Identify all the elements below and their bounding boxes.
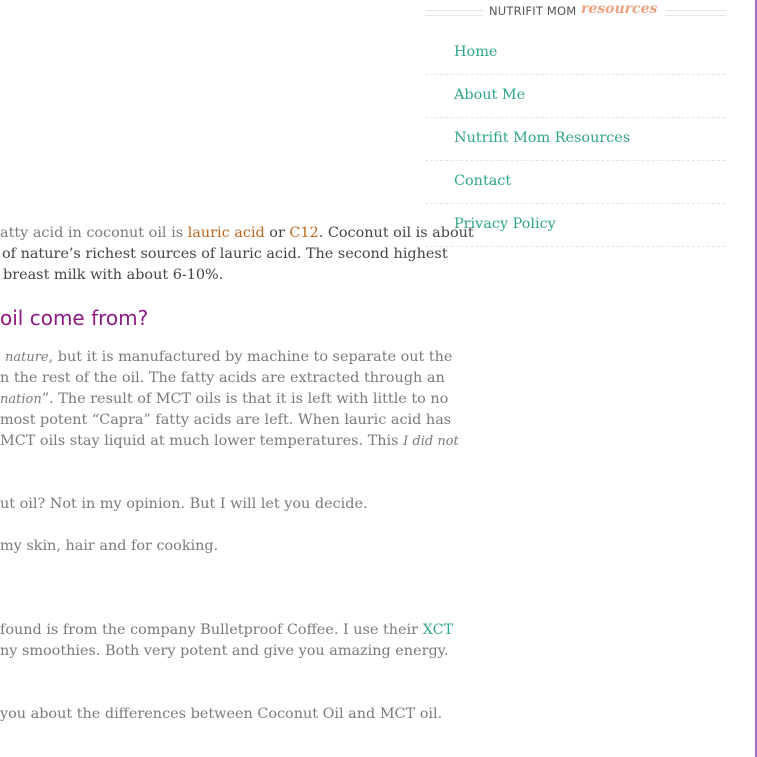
menu-link-privacy-policy[interactable]: Privacy Policy (454, 216, 556, 232)
article-line: my skin, hair and for cooking. (0, 538, 219, 554)
article-line: ut oil? Not in my opinion. But I will let you decide. (0, 496, 368, 512)
article-line (5, 347, 452, 368)
menu-link-contact[interactable]: Contact (454, 173, 512, 189)
article-text: ”. The result of MCT oils is that it is left with little to no (41, 391, 449, 407)
xct-link[interactable]: XCT (422, 622, 454, 638)
article-line: ny smoothies. Both very potent and give you amazing energy. (0, 643, 449, 659)
article-text: atty acid in coconut oil is (0, 225, 188, 241)
article-text: . Coconut oil is about (318, 225, 474, 241)
article-emphasis: nation (0, 392, 42, 407)
article-line: you about the differences between Coconut Oil and MCT oil. (0, 706, 443, 722)
article-line (0, 223, 474, 244)
article-line (0, 620, 453, 641)
article-line: n the rest of the oil. The fatty acids are extracted through an (0, 370, 445, 386)
title-divider (665, 10, 725, 16)
menu-item-resources (425, 118, 725, 161)
article-emphasis: I did not (403, 434, 459, 449)
article-line: most potent “Capra” fatty acids are left. When lauric acid has (0, 412, 452, 428)
menu-item-contact (425, 161, 725, 204)
lauric-acid-link[interactable]: lauric acid (187, 225, 265, 241)
widget-title-label: NUTRIFIT MOM (489, 4, 577, 18)
resources-menu (425, 32, 725, 247)
title-divider (425, 10, 483, 16)
menu-link-about-me[interactable]: About Me (454, 87, 526, 103)
article-text: or (264, 225, 290, 241)
menu-link-resources[interactable]: Nutrifit Mom Resources (454, 130, 631, 146)
article-text: found is from the company Bulletproof Coffee. I use their (0, 622, 423, 638)
widget-title-accent: resources (581, 1, 658, 17)
widget-title (425, 2, 725, 20)
c12-link[interactable]: C12 (289, 225, 319, 241)
article-line: of nature’s richest sources of lauric acid. The second highest (2, 246, 448, 262)
article-text: MCT oils stay liquid at much lower temperatures. This (0, 433, 404, 449)
article-line (0, 389, 448, 410)
menu-item-about-me (425, 75, 725, 118)
menu-item-home (425, 32, 725, 75)
section-heading: oil come from? (0, 306, 149, 330)
menu-item-privacy-policy (425, 204, 725, 247)
menu-link-home[interactable]: Home (454, 44, 498, 60)
article-text: , but it is manufactured by machine to separate out the (48, 349, 453, 365)
article-line (0, 431, 459, 452)
article-line: breast milk with about 6-10%. (3, 267, 224, 283)
article-emphasis: nature (5, 350, 49, 365)
